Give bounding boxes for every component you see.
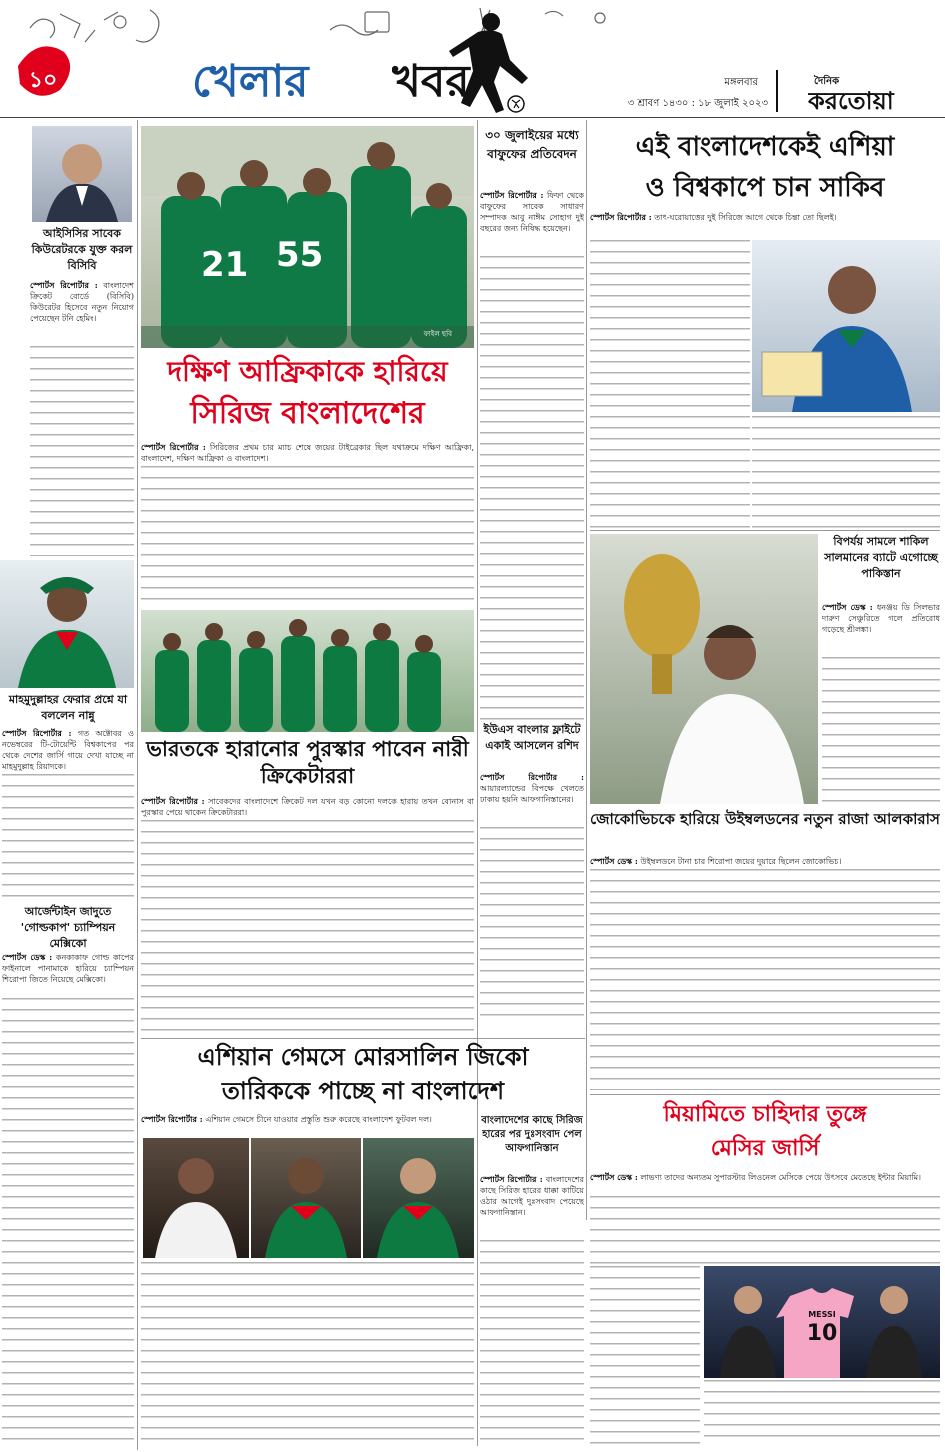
messi-headline-line2: মেসির জার্সি <box>710 1136 820 1161</box>
svg-text:21: 21 <box>201 245 249 285</box>
jersey-number: 10 <box>806 1321 838 1346</box>
salman-lead: ধনঞ্জয় ডি সিলভার দারুণ সেঞ্চুরিতে গলে প্রতিরোধ গড়েছে শ্রীলঙ্কা। <box>822 603 940 634</box>
section-rule <box>590 1094 940 1095</box>
afghanistan-lead: বাংলাদেশের কাছে সিরিজ হারের ধাক্কা কাটিয়ে ওঠার আগেই দুঃসংবাদ পেয়েছে আফগানিস্তান। <box>480 1175 584 1217</box>
mahmudullah-byline: স্পোর্টস রিপোর্টার : <box>2 728 72 738</box>
section-rule <box>590 530 940 531</box>
official-portrait-photo <box>32 126 132 222</box>
shakib-headline-line1 <box>590 126 940 168</box>
mahmudullah-article <box>2 728 134 900</box>
asian-games-article-bottom <box>141 1262 474 1446</box>
mahmudullah-photo <box>0 560 134 688</box>
ireland-rashid-article <box>480 772 584 1022</box>
alcaraz-byline: স্পোর্টস ডেস্ক : <box>590 856 638 866</box>
alcaraz-lead: উইম্বলডনে টানা চার শিরোপা জয়ের দুয়ারে ছিলেন জোকোভিচ। <box>640 857 842 866</box>
asian-games-byline: স্পোর্টস রিপোর্টার : <box>141 1114 203 1124</box>
sa-series-headline-line1: দক্ষিণ আফ্রিকাকে হারিয়ে <box>167 355 448 388</box>
women-cricket-team-photo <box>141 610 474 732</box>
mahmudullah-headline: মাহমুদুল্লাহর ফেরার প্রশ্নে যা বললেন নান্নু <box>8 693 128 722</box>
afghanistan-article <box>480 1174 584 1446</box>
section-title-khelar: খেলার <box>192 56 309 107</box>
bafufe-lead: ফিফা থেকে বাফুফের সাবেক সাধারণ সম্পাদক আবু নাঈম সোহাগ দুই বছরের জন্য নিষিদ্ধ হয়েছেন। <box>480 191 584 233</box>
ireland-rashid-byline: স্পোর্টস রিপোর্টার : <box>480 772 584 782</box>
messi-lead: লাভণ্য তাদের অন্যতম সুপারস্টার লিওনেল মেসিকে পেয়ে উৎসবে মেতেছে ইন্টার মিয়ামি। <box>640 1173 921 1182</box>
column-rule <box>586 120 587 1220</box>
asian-games-lead: এশিয়ান গেমসে চীনে যাওয়ার প্রস্তুতি শুরু করেছে বাংলাদেশ ফুটবল দল। <box>205 1115 432 1124</box>
shakib-article-top <box>590 212 940 238</box>
section-rule <box>141 1038 585 1039</box>
column-rule <box>137 120 138 1450</box>
salman-article <box>822 602 940 802</box>
icc-bcb-lead: বাংলাদেশ ক্রিকেট বোর্ডে (বিসিবি) কিউরেটর হিসেবে নতুন নিয়োগ পেয়েছেন টনি হেমিং। <box>30 281 134 323</box>
bafufe-headline: ৩০ জুলাইয়ের মধ্যে বাফুফের প্রতিবেদন <box>485 128 579 161</box>
ireland-rashid-headline: ইউএস বাংলার ফ্লাইটে একাই আসলেন রশিদ <box>483 723 581 752</box>
shakib-headline-line1-text: এই বাংলাদেশকেই এশিয়া <box>635 132 895 162</box>
mahmudullah-lead: গত অক্টোবর ও নভেম্বরের টি-টোয়েন্টি বিশ্বকাপের পর থেকে দেশের জার্সি গায়ে দেখা যাচ্ছে না মাহমুদুল্লাহ রিয়াদকে। <box>2 729 134 771</box>
column-rule <box>477 1112 478 1446</box>
asian-games-headline-line1: এশিয়ান গেমসে মোরসালিন জিকো <box>197 1043 529 1071</box>
jersey-name: MESSI <box>808 1310 836 1319</box>
alcaraz-article <box>590 856 940 1090</box>
shakib-article-left <box>590 240 750 528</box>
messi-article-bottom <box>704 1380 940 1446</box>
women-cricket-lead: সাবেকদের বাংলাদেশে ক্রিকেট দল যখন বড় কোনো দলকে হারায় তখন বোনাস বা পুরস্কার পেয়ে থাকেন ক্রিকেটাররা। <box>141 797 474 817</box>
shakib-byline: স্পোর্টস রিপোর্টার : <box>590 212 652 222</box>
afghanistan-byline: স্পোর্টস রিপোর্টার : <box>480 1174 543 1184</box>
masthead-bottom-rule <box>0 117 945 118</box>
alcaraz-trophy-photo <box>590 534 818 804</box>
women-cricket-headline: ভারতকে হারানোর পুরস্কার পাবেন নারী ক্রিকেটাররা <box>146 737 469 788</box>
sa-photo-caption: ফাইল ছবি <box>423 330 452 338</box>
asian-games-article-top <box>141 1114 474 1138</box>
bafufe-byline: স্পোর্টস রিপোর্টার : <box>480 190 544 200</box>
messi-byline: স্পোর্টস ডেস্ক : <box>590 1172 638 1182</box>
masthead <box>0 0 945 118</box>
shakib-award-photo <box>752 240 940 412</box>
women-cricket-byline: স্পোর্টস রিপোর্টার : <box>141 796 205 806</box>
messi-jersey-photo <box>704 1266 940 1378</box>
messi-headline-line1: মিয়ামিতে চাহিদার তুঙ্গে <box>663 1102 867 1127</box>
shakib-headline-line2-text: ও বিশ্বকাপে চান সাকিব <box>645 173 885 203</box>
asian-games-headline-line2: তারিককে পাচ্ছে না বাংলাদেশ <box>221 1077 505 1105</box>
date-line: ৩ শ্রাবণ ১৪৩০ : ১৮ জুলাই ২০২৩ <box>627 98 768 109</box>
icc-bcb-byline: স্পোর্টস রিপোর্টার : <box>30 280 98 290</box>
shakib-headline-line2 <box>590 168 940 208</box>
argentina-headline: আর্জেন্টাইন জাদুতে 'গোল্ডকাপ' চ্যাম্পিয়ন মেক্সিকো <box>20 905 116 950</box>
svg-text:55: 55 <box>276 235 324 275</box>
section-title-khobor: খবর <box>392 56 470 107</box>
masthead-divider <box>776 70 778 112</box>
page-number: ১০ <box>28 68 58 93</box>
footballer-photo-2 <box>251 1138 361 1258</box>
paper-name: করতোয়া <box>808 87 894 115</box>
argentina-lead: কনকাকাফ গোল্ড কাপের ফাইনালে পানামাকে হারিয়ে চ্যাম্পিয়ন শিরোপা জিতে নিয়েছে মেক্সিকো। <box>2 953 134 984</box>
icc-bcb-article <box>30 280 134 556</box>
salman-headline: বিপর্যয় সামলে শাকিল সালমানের ব্যাটে এগোচ্ছে পাকিস্তান <box>824 535 938 580</box>
messi-article-top <box>590 1172 940 1264</box>
footballer-photo-1 <box>143 1138 249 1258</box>
sa-series-headline-line2: সিরিজ বাংলাদেশের <box>190 396 425 431</box>
date-weekday: মঙ্গলবার <box>724 77 758 88</box>
salman-byline: স্পোর্টস ডেস্ক : <box>822 602 873 612</box>
women-cricket-article <box>141 796 474 1034</box>
argentina-article <box>2 952 134 1446</box>
icc-bcb-headline: আইসিসির সাবেক কিউরেটরকে যুক্ত করল বিসিবি <box>31 227 133 272</box>
argentina-byline: স্পোর্টস ডেস্ক : <box>2 952 53 962</box>
ireland-rashid-lead: আয়ারল্যান্ডের বিপক্ষে খেলতে ঢাকায় হয়নি আফগানিস্তানের। <box>480 784 584 804</box>
footballer-photo-3 <box>363 1138 474 1258</box>
shakib-lead: তাৎ-ঘরোয়াত্তের দুই সিরিজে আগে থেকে চিন্তা তো ছিলই। <box>654 213 837 222</box>
sa-series-lead: সিরিজের প্রথম চার ম্যাচ শেষে জয়ের টাইব্রেকার ছিল যথাক্রমে দক্ষিণ আফ্রিকা, বাংলাদেশ, দক্ষিণ আফ্রিকা ও বাংলাদেশ। <box>141 443 474 463</box>
paper-prefix: দৈনিক <box>814 76 840 87</box>
shakib-article-right <box>752 416 940 528</box>
sa-series-byline: স্পোর্টস রিপোর্টার : <box>141 442 206 452</box>
sa-series-article <box>141 442 474 606</box>
messi-article-left <box>590 1266 700 1446</box>
afghanistan-headline: বাংলাদেশের কাছে সিরিজ হারের পর দুঃসংবাদ পেল আফগানিস্তান <box>481 1115 583 1154</box>
bangladesh-team-celebration-photo <box>141 126 474 348</box>
column-rule <box>477 120 478 1190</box>
alcaraz-headline: জোকোভিচকে হারিয়ে উইম্বলডনের নতুন রাজা আলকারাস <box>590 810 940 828</box>
bafufe-article <box>480 190 584 720</box>
